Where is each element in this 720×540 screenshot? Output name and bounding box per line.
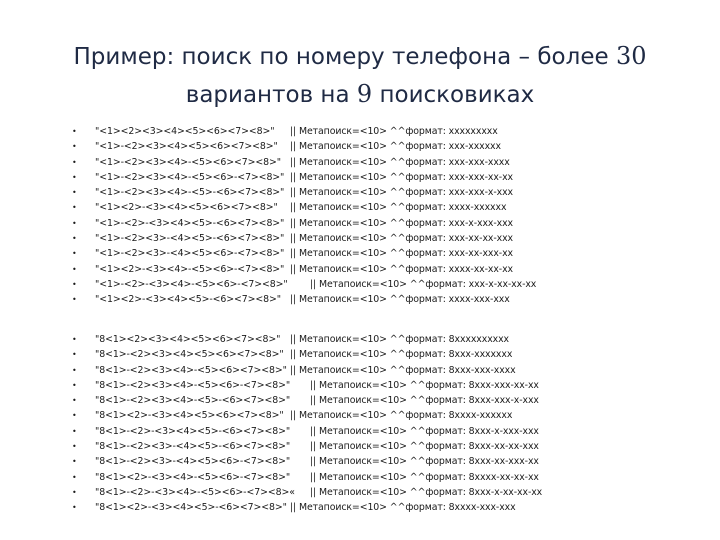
query-template: "<1>-<2>-<3><4><5>-<6><7><8>"	[95, 217, 285, 229]
bullet-icon: •	[72, 380, 77, 390]
title-line-1	[0, 38, 720, 76]
query-template: "8<1>-<2><3><4>-<5><6>-<7><8>"	[95, 379, 291, 391]
bullet-icon: •	[72, 457, 77, 467]
list-item	[72, 500, 692, 515]
format-description: || Метапоиск=<10> ^^формат: 8xxxxxxxxxx	[290, 334, 509, 345]
bullet-icon: •	[72, 234, 77, 244]
bullet-icon: •	[72, 365, 77, 375]
format-description: || Метапоиск=<10> ^^формат: xxx-xxxxxx	[290, 141, 501, 153]
format-description: || Метапоиск=<10> ^^формат: xxx-xxx-xxxx	[290, 156, 510, 168]
query-template: "<1>-<2><3><4><5><6><7><8>"	[95, 141, 278, 153]
format-description: || Метапоиск=<10> ^^формат: xxxx-xxxxxx	[290, 202, 507, 214]
format-description: || Метапоиск=<10> ^^формат: xxxxxxxxx	[290, 126, 498, 137]
bullet-list-group-1	[72, 124, 692, 308]
list-item	[72, 292, 692, 307]
bullet-icon: •	[72, 487, 77, 497]
title-number-9: 9	[356, 80, 373, 108]
bullet-icon: •	[72, 350, 77, 360]
format-description: || Метапоиск=<10> ^^формат: 8xxx-x-xxx-xxx	[310, 425, 539, 437]
query-template: "<1>-<2><3>-<4><5>-<6><7><8>"	[95, 233, 285, 245]
query-template: "8<1>-<2><3><4>-<5><6><7><8>"	[95, 364, 287, 376]
query-template: "<1><2>-<3><4><5>-<6><7><8>"	[95, 294, 281, 306]
query-template: "8<1><2><3><4><5><6><7><8>"	[95, 334, 281, 345]
list-item	[72, 470, 692, 485]
list-item	[72, 262, 692, 277]
query-template: "<1><2><3><4><5><6><7><8>"	[95, 126, 275, 137]
format-description: || Метапоиск=<10> ^^формат: xxx-xxx-x-xxx	[290, 187, 513, 199]
title-line-2-text-a: вариантов на	[185, 82, 357, 108]
list-item	[72, 454, 692, 469]
format-description: || Метапоиск=<10> ^^формат: 8xxxx-xxxxxx	[290, 410, 513, 422]
bullet-icon: •	[72, 188, 77, 198]
format-description: || Метапоиск=<10> ^^формат: 8xxx-xxx-xxxx	[290, 364, 516, 376]
list-item	[72, 332, 692, 347]
query-template: "8<1><2>-<3><4><5><6><7><8>"	[95, 410, 284, 422]
bullet-icon: •	[72, 172, 77, 182]
title-number-30: 30	[615, 42, 647, 70]
list-item	[72, 124, 692, 139]
list-item	[72, 408, 692, 423]
list-item	[72, 424, 692, 439]
query-template: "<1>-<2><3><4>-<5><6><7><8>"	[95, 156, 281, 168]
title-line-2-text-b: поисковиках	[372, 82, 535, 108]
format-description: || Метапоиск=<10> ^^формат: 8xxx-xxxxxxx	[290, 349, 513, 361]
query-template: "8<1>-<2>-<3><4><5>-<6><7><8>"	[95, 425, 291, 437]
query-template: "<1>-<2><3><4>-<5>-<6><7><8>"	[95, 187, 285, 199]
slide-title	[0, 38, 720, 114]
format-description: || Метапоиск=<10> ^^формат: xxx-xx-xx-xxx	[290, 233, 513, 245]
format-description: || Метапоиск=<10> ^^формат: 8xxx-xxx-xx-xx	[310, 379, 539, 391]
list-item	[72, 393, 692, 408]
query-template: "8<1>-<2><3>-<4><5>-<6><7><8>"	[95, 441, 291, 453]
bullet-icon: •	[72, 279, 77, 289]
format-description: || Метапоиск=<10> ^^формат: 8xxxx-xx-xx-xx	[310, 471, 539, 483]
bullet-list-group-2	[72, 332, 692, 516]
query-template: "8<1>-<2>-<3><4>-<5><6>-<7><8>«	[95, 486, 295, 498]
bullet-icon: •	[72, 157, 77, 167]
bullet-icon: •	[72, 442, 77, 452]
title-line-2	[0, 76, 720, 114]
bullet-icon: •	[72, 249, 77, 259]
list-item	[72, 378, 692, 393]
list-item	[72, 170, 692, 185]
list-item	[72, 485, 692, 500]
query-template: "8<1>-<2><3>-<4><5><6>-<7><8>"	[95, 456, 291, 468]
list-item	[72, 231, 692, 246]
bullet-icon: •	[72, 472, 77, 482]
bullet-icon: •	[72, 127, 77, 136]
list-item	[72, 363, 692, 378]
format-description: || Метапоиск=<10> ^^формат: xxx-xxx-xx-xx	[290, 171, 513, 183]
bullet-icon: •	[72, 295, 77, 305]
query-template: "8<1>-<2><3><4><5><6><7><8>"	[95, 349, 284, 361]
format-description: || Метапоиск=<10> ^^формат: 8xxx-xx-xx-xxx	[310, 441, 539, 453]
title-line-1-text: Пример: поиск по номеру телефона – более	[73, 44, 616, 70]
list-item	[72, 216, 692, 231]
format-description: || Метапоиск=<10> ^^формат: xxx-xx-xxx-xx	[290, 248, 513, 260]
query-template: "8<1><2>-<3><4>-<5><6>-<7><8>"	[95, 471, 291, 483]
format-description: || Метапоиск=<10> ^^формат: xxxx-xxx-xxx	[290, 294, 510, 306]
format-description: || Метапоиск=<10> ^^формат: xxxx-xx-xx-xx	[290, 263, 513, 275]
format-description: || Метапоиск=<10> ^^формат: 8xxxx-xxx-xxx	[290, 502, 516, 514]
list-item	[72, 246, 692, 261]
bullet-icon: •	[72, 503, 77, 513]
bullet-icon: •	[72, 411, 77, 421]
list-item	[72, 200, 692, 215]
bullet-icon: •	[72, 335, 77, 344]
query-template: "<1><2>-<3><4><5><6><7><8>"	[95, 202, 278, 214]
query-template: "<1>-<2>-<3><4>-<5><6>-<7><8>"	[95, 278, 288, 290]
list-item	[72, 185, 692, 200]
query-template: "8<1>-<2><3><4>-<5>-<6><7><8>"	[95, 395, 291, 407]
bullet-icon: •	[72, 142, 77, 152]
format-description: || Метапоиск=<10> ^^формат: 8xxx-xxx-x-xxx	[310, 395, 539, 407]
list-item	[72, 155, 692, 170]
bullet-icon: •	[72, 396, 77, 406]
format-description: || Метапоиск=<10> ^^формат: xxx-x-xxx-xxx	[290, 217, 513, 229]
list-item	[72, 277, 692, 292]
query-template: "<1>-<2><3><4>-<5><6>-<7><8>"	[95, 171, 285, 183]
query-template: "<1><2>-<3><4>-<5><6>-<7><8>"	[95, 263, 285, 275]
format-description: || Метапоиск=<10> ^^формат: 8xxx-x-xx-xx-xx	[310, 486, 543, 498]
query-template: "8<1><2>-<3><4><5>-<6><7><8>"	[95, 502, 287, 514]
query-template: "<1>-<2><3>-<4><5><6>-<7><8>"	[95, 248, 285, 260]
bullet-icon: •	[72, 218, 77, 228]
format-description: || Метапоиск=<10> ^^формат: xxx-x-xx-xx-xx	[310, 278, 537, 290]
format-description: || Метапоиск=<10> ^^формат: 8xxx-xx-xxx-xx	[310, 456, 539, 468]
list-item	[72, 347, 692, 362]
list-item	[72, 439, 692, 454]
list-item	[72, 139, 692, 154]
bullet-icon: •	[72, 264, 77, 274]
bullet-icon: •	[72, 203, 77, 213]
bullet-icon: •	[72, 426, 77, 436]
